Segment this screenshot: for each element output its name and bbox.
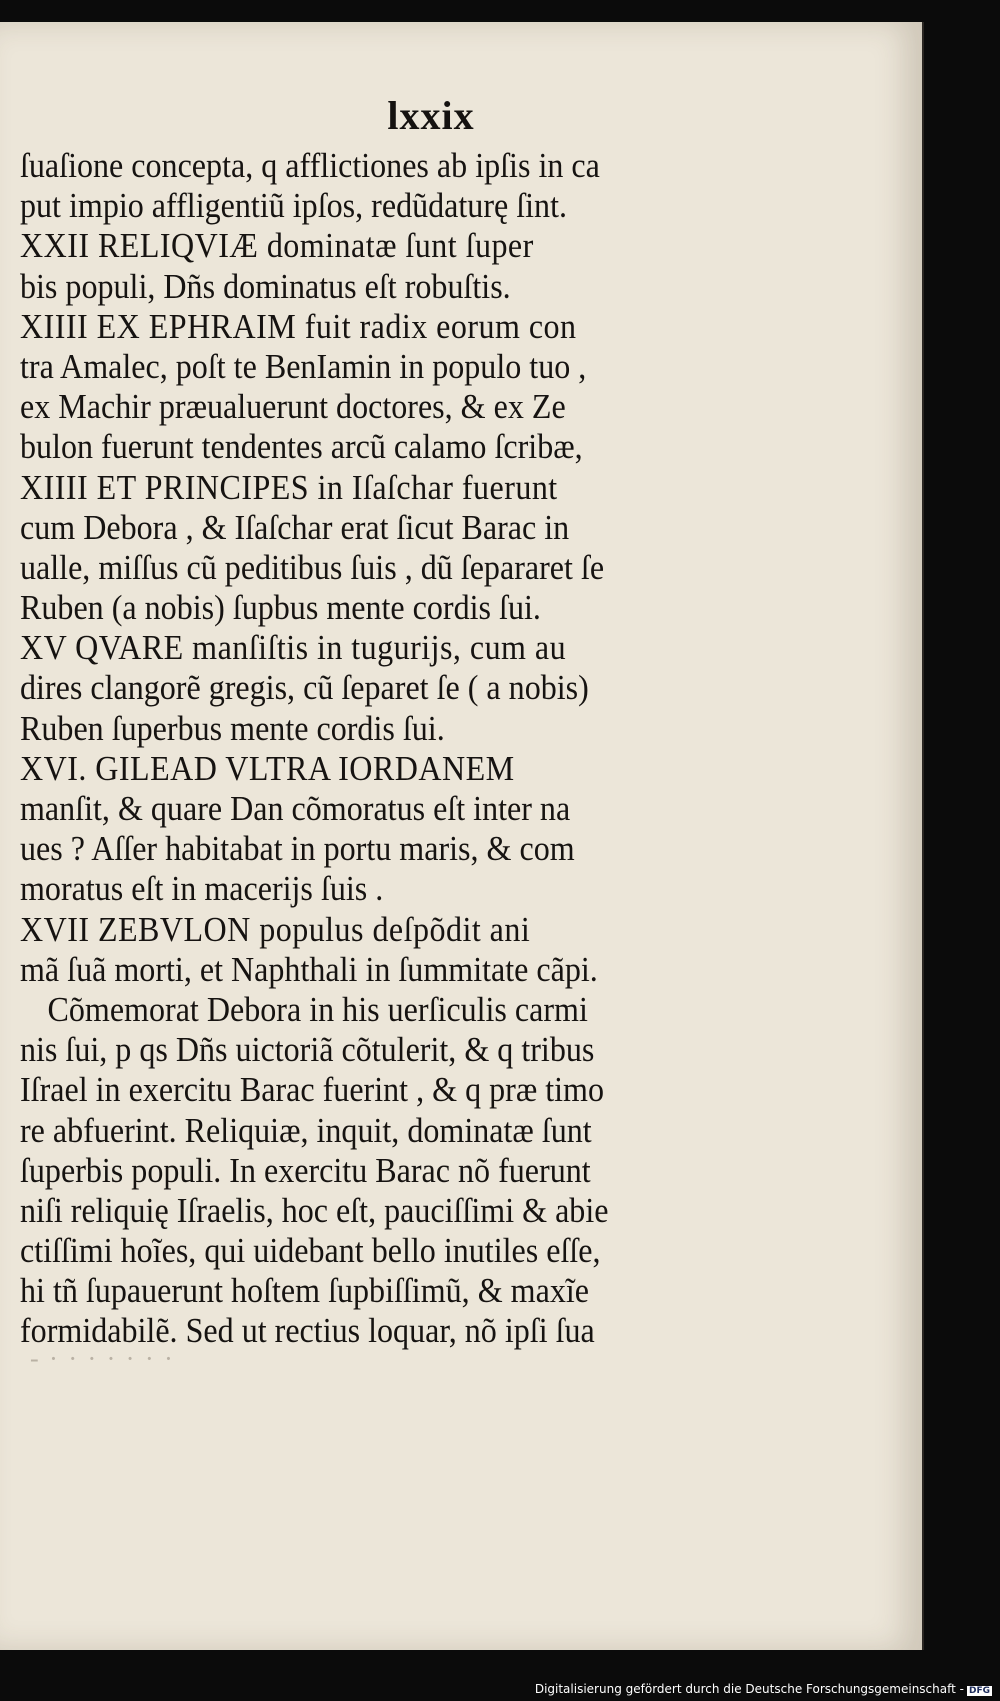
credit-text: Digitalisierung gefördert durch die Deutsche Forschungsgemeinschaft - (534, 1682, 964, 1696)
text-block (20, 146, 732, 1352)
faded-marks: - · · · · · · · (30, 1344, 175, 1373)
text-line: Cõmemorat Debora in his uerſiculis carmi (47, 989, 588, 1029)
text-line: ues ? Aſſer habitabat in portu maris, & com (20, 829, 575, 869)
text-line: bulon fuerunt tendentes arcũ calamo ſcribæ, (20, 427, 583, 467)
text-line: hi tñ ſupauerunt hoſtem ſupbiſſimũ, & maxĩe (20, 1271, 589, 1311)
text-line: XVII ZEBVLON populus deſpõdit ani (20, 909, 531, 949)
text-line: XIIII ET PRINCIPES in Iſaſchar fuerunt (20, 467, 558, 507)
text-line: mã ſuã morti, et Naphthali in ſummitate cãpi. (20, 949, 598, 989)
text-line: ctiſſimi hoĩes, qui uidebant bello inutiles eſſe, (20, 1231, 601, 1271)
text-line: ſuperbis populi. In exercitu Barac nõ fuerunt (20, 1150, 591, 1190)
text-line: tra Amalec, poſt te BenIamin in populo tuo , (20, 346, 587, 386)
text-line: manſit, & quare Dan cõmoratus eſt inter na (20, 789, 571, 828)
text-line: formidabilẽ. Sed ut rectius loquar, nõ ipſi ſua (20, 1311, 595, 1351)
text-line: nis ſui, p qs Dñs uictoriã cõtulerit, & q tribus (20, 1030, 595, 1070)
text-line: XXII RELIQVIÆ dominatæ ſunt ſuper (20, 226, 534, 266)
text-line: ſuaſione concepta, q afflictiones ab ipſis in ca (20, 146, 600, 185)
text-line: bis populi, Dñs dominatus eſt robuſtis. (20, 266, 511, 306)
text-line: Iſrael in exercitu Barac fuerint , & q præ timo (20, 1070, 605, 1110)
page-number: lxxix (387, 93, 475, 138)
text-line: cum Debora , & Iſaſchar erat ſicut Barac in (20, 507, 570, 547)
text-line: XVI. GILEAD VLTRA IORDANEM (20, 748, 515, 788)
dfg-logo: DFG (968, 1686, 990, 1696)
text-line: Ruben (a nobis) ſupbus mente cordis ſui. (20, 588, 541, 628)
text-line: XIIII EX EPHRAIM fuit radix eorum con (20, 306, 577, 346)
text-line: XV QVARE manſiſtis in tugurijs, cum au (20, 628, 567, 668)
text-line: moratus eſt in macerijs ſuis . (20, 869, 384, 909)
book-page (0, 22, 924, 1650)
text-line: Ruben ſuperbus mente cordis ſui. (20, 708, 445, 748)
text-line: dires clangorẽ gregis, cũ ſeparet ſe ( a nobis) (20, 668, 589, 708)
text-line: ualle, miſſus cũ peditibus ſuis , dũ ſepararet ſe (20, 547, 605, 587)
digitization-credit (535, 1682, 992, 1696)
text-line: put impio affligentiũ ipſos, redũdaturę ſint. (20, 186, 568, 226)
text-line: re abfuerint. Reliquiæ, inquit, dominatæ ſunt (20, 1110, 592, 1150)
text-line: niſi reliquię Iſraelis, hoc eſt, pauciſſimi & abie (20, 1190, 609, 1230)
text-line: ex Machir præualuerunt doctores, & ex Ze (20, 387, 566, 427)
